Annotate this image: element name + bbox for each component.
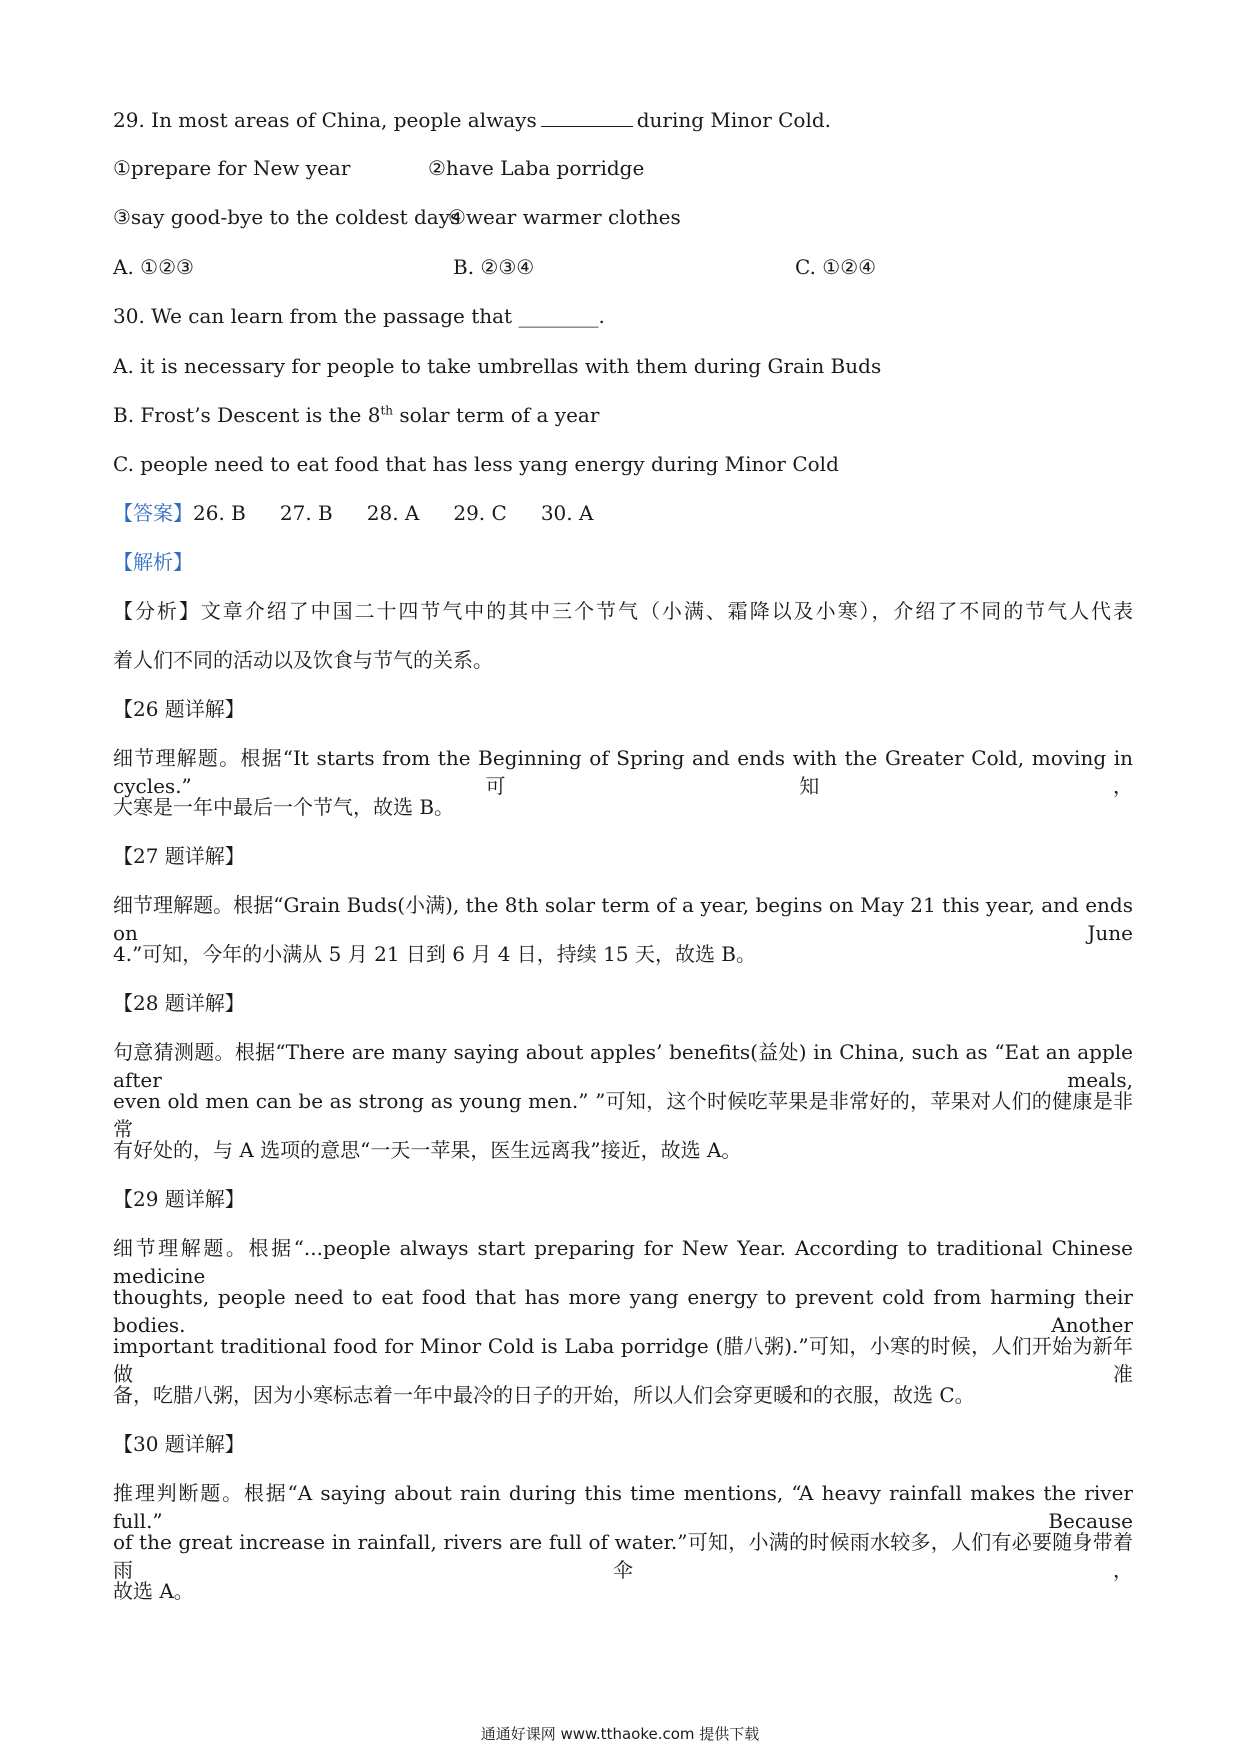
answer-item: 30. A — [540, 501, 594, 525]
summary-line-1: 【分析】文章介绍了中国二十四节气中的其中三个节气（小满、霜降以及小寒），介绍了不同的节气人代表 — [113, 599, 1133, 623]
q30-stem: 30. We can learn from the passage that ________. — [113, 304, 605, 328]
detail-29-title: 【29 题详解】 — [113, 1187, 245, 1211]
detail-30-line-1: 推理判断题。根据“A saying about rain during this time mentions, “A heavy rainfall makes the river full.” Because — [113, 1481, 1133, 1533]
q29-stem-after: during Minor Cold. — [636, 108, 832, 132]
answer-item: 28. A — [366, 501, 420, 525]
detail-26-line-2: 大寒是一年中最后一个节气，故选 B。 — [113, 795, 455, 819]
detail-27-line-1: 细节理解题。根据“Grain Buds(小满), the 8th solar term of a year, begins on May 21 this year, and ends on June — [113, 893, 1133, 945]
q29-option-2: ②have Laba porridge — [428, 156, 645, 180]
answer-item: 29. C — [453, 501, 507, 525]
analysis-label: 【解析】 — [113, 550, 193, 574]
q29-stem-before: 29. In most areas of China, people always — [113, 108, 537, 132]
q29-option-1: ①prepare for New year — [113, 156, 351, 180]
page-footer: 通通好课网 www.tthaoke.com 提供下载 — [480, 1725, 760, 1743]
detail-28-title: 【28 题详解】 — [113, 991, 245, 1015]
answer-line — [113, 499, 1133, 527]
detail-29-line-2: thoughts, people need to eat food that has more yang energy to prevent cold from harming their bodies. Another — [113, 1285, 1133, 1337]
detail-29-line-3: important traditional food for Minor Cold is Laba porridge (腊八粥).”可知，小寒的时候，人们开始为新年做准 — [113, 1334, 1133, 1386]
detail-29-line-1: 细节理解题。根据“...people always start preparing for New Year. According to traditional Chinese medicine — [113, 1236, 1133, 1288]
q29-option-4: ④wear warmer clothes — [448, 205, 681, 229]
q29-blank — [541, 108, 633, 127]
detail-26-line-1: 细节理解题。根据“It starts from the Beginning of Spring and ends with the Greater Cold, moving in cycles.”可知， — [113, 746, 1133, 798]
detail-30-line-2: of the great increase in rainfall, rivers are full of water.”可知，小满的时候雨水较多，人们有必要随身带着雨伞， — [113, 1530, 1133, 1582]
q30-choice-b-tail: solar term of a year — [393, 403, 600, 427]
detail-30-title: 【30 题详解】 — [113, 1432, 245, 1456]
summary-line-2: 着人们不同的活动以及饮食与节气的关系。 — [113, 648, 493, 672]
q29-choice-c: C. ①②④ — [795, 255, 877, 279]
q29-stem — [113, 106, 1133, 134]
q30-choice-b — [113, 401, 1133, 429]
detail-29-line-4: 备，吃腊八粥，因为小寒标志着一年中最冷的日子的开始，所以人们会穿更暖和的衣服，故选 C。 — [113, 1383, 975, 1407]
detail-28-line-2: even old men can be as strong as young men.” ”可知，这个时候吃苹果是非常好的，苹果对人们的健康是非常 — [113, 1089, 1133, 1141]
answer-label: 【答案】 — [113, 501, 193, 525]
detail-30-line-3: 故选 A。 — [113, 1579, 194, 1603]
answer-item: 26. B — [193, 501, 246, 525]
detail-26-title: 【26 题详解】 — [113, 697, 245, 721]
answer-item: 27. B — [279, 501, 333, 525]
detail-27-line-2: 4.”可知，今年的小满从 5 月 21 日到 6 月 4 日，持续 15 天，故选 B。 — [113, 942, 757, 966]
q29-choice-a: A. ①②③ — [113, 255, 194, 279]
q29-option-3: ③say good-bye to the coldest days — [113, 205, 461, 229]
detail-28-line-3: 有好处的，与 A 选项的意思“一天一苹果，医生远离我”接近，故选 A。 — [113, 1138, 742, 1162]
q30-choice-b-text: B. Frost’s Descent is the 8 — [113, 403, 381, 427]
detail-27-title: 【27 题详解】 — [113, 844, 245, 868]
detail-28-line-1: 句意猜测题。根据“There are many saying about apples’ benefits(益处) in China, such as “Eat an apple after meals, — [113, 1040, 1133, 1092]
q30-choice-a: A. it is necessary for people to take umbrellas with them during Grain Buds — [113, 354, 882, 378]
q30-choice-c: C. people need to eat food that has less yang energy during Minor Cold — [113, 452, 839, 476]
q29-choice-b: B. ②③④ — [453, 255, 535, 279]
q30-choice-b-sup: th — [380, 403, 394, 418]
